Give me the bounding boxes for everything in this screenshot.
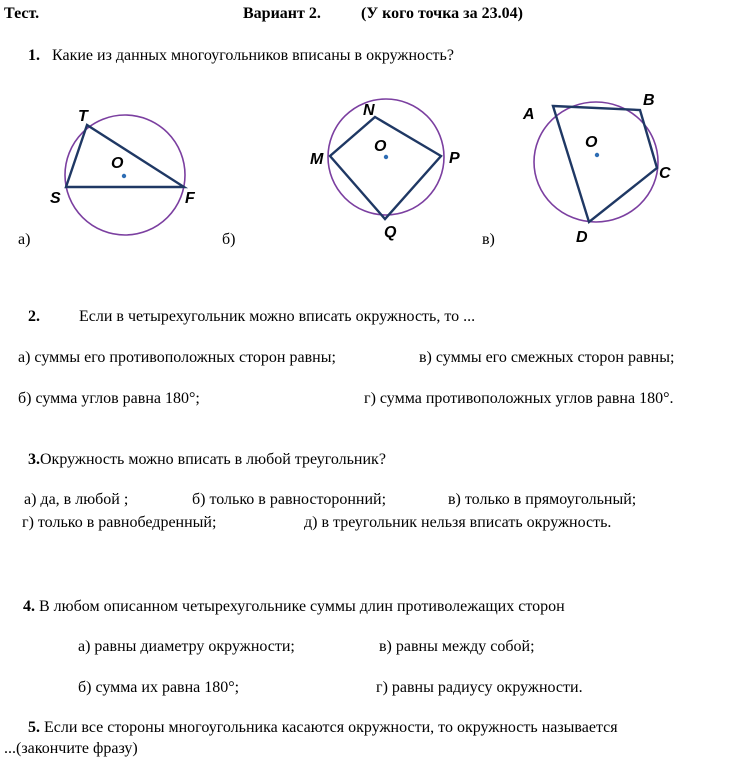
q4-number: 4. — [23, 598, 35, 615]
figure-a-label-t: T — [78, 108, 88, 125]
figure-b-label-q: Q — [384, 224, 397, 241]
q3-text: Окружность можно вписать в любой треугольник? — [40, 451, 386, 468]
q5-text-continued: ...(закончите фразу) — [4, 740, 138, 757]
q5-text: Если все стороны многоугольника касаются окружности, то окружность называется — [44, 719, 618, 736]
header-note: (У кого точка за 23.04) — [361, 5, 523, 22]
figure-a-center-dot — [122, 174, 126, 178]
figure-b-quadrilateral — [330, 117, 441, 219]
q4-question — [23, 599, 565, 615]
figure-c-label-d: D — [576, 229, 588, 246]
figure-b-label-n: N — [363, 102, 375, 119]
q1-number: 1. — [28, 47, 40, 64]
q4-option-a: а) равны диаметру окружности; — [78, 638, 295, 655]
figure-b-label-center: O — [374, 138, 387, 155]
figure-c-center-dot — [595, 153, 599, 157]
q4-option-b: б) сумма их равна 180°; — [78, 679, 240, 696]
q1-option-b: б) — [222, 231, 236, 248]
q3-question — [28, 452, 386, 468]
figure-b-label-m: M — [310, 151, 324, 168]
q4-option-v: в) равны между собой; — [379, 638, 535, 655]
q3-option-b: б) только в равносторонний; — [192, 491, 387, 508]
q2-option-b: б) сумма углов равна 180°; — [18, 390, 200, 407]
figure-c-label-center: O — [585, 134, 598, 151]
q1-text: Какие из данных многоугольников вписаны в окружность? — [52, 47, 454, 64]
variant-label: Вариант 2. — [243, 5, 321, 22]
q5-question — [28, 720, 618, 736]
q4-option-g: г) равны радиусу окружности. — [376, 679, 583, 696]
q1-option-a: а) — [18, 231, 31, 248]
figure-b-center-dot — [384, 155, 388, 159]
test-label: Тест. — [4, 5, 40, 22]
figure-c-label-c: C — [659, 165, 671, 182]
q2-option-a: а) суммы его противоположных сторон равны; — [18, 349, 336, 366]
q3-option-d: д) в треугольник нельзя вписать окружность. — [304, 514, 612, 531]
q2-option-g: г) сумма противоположных углов равна 180°. — [364, 390, 674, 407]
q4-text: В любом описанном четырехугольнике суммы длин противолежащих сторон — [39, 598, 565, 615]
q3-option-g: г) только в равнобедренный; — [22, 514, 217, 531]
q2-number: 2. — [28, 308, 40, 325]
q1-option-v: в) — [482, 231, 495, 248]
q5-number: 5. — [28, 719, 40, 736]
q3-option-a: а) да, в любой ; — [24, 491, 129, 508]
figure-a-label-center: O — [111, 155, 124, 172]
q3-number: 3. — [28, 451, 40, 468]
q2-option-v: в) суммы его смежных сторон равны; — [419, 349, 675, 366]
figure-c-label-a: A — [523, 106, 535, 123]
figure-c-pentagon — [553, 106, 657, 222]
figure-c-circle — [534, 102, 658, 222]
figure-b-label-p: P — [449, 150, 460, 167]
q3-option-v: в) только в прямоугольный; — [448, 491, 637, 508]
figure-a-label-f: F — [185, 190, 195, 207]
q2-text: Если в четырехугольник можно вписать окружность, то ... — [79, 308, 476, 325]
figure-a-label-s: S — [50, 190, 61, 207]
figure-c-label-b: B — [643, 92, 655, 109]
